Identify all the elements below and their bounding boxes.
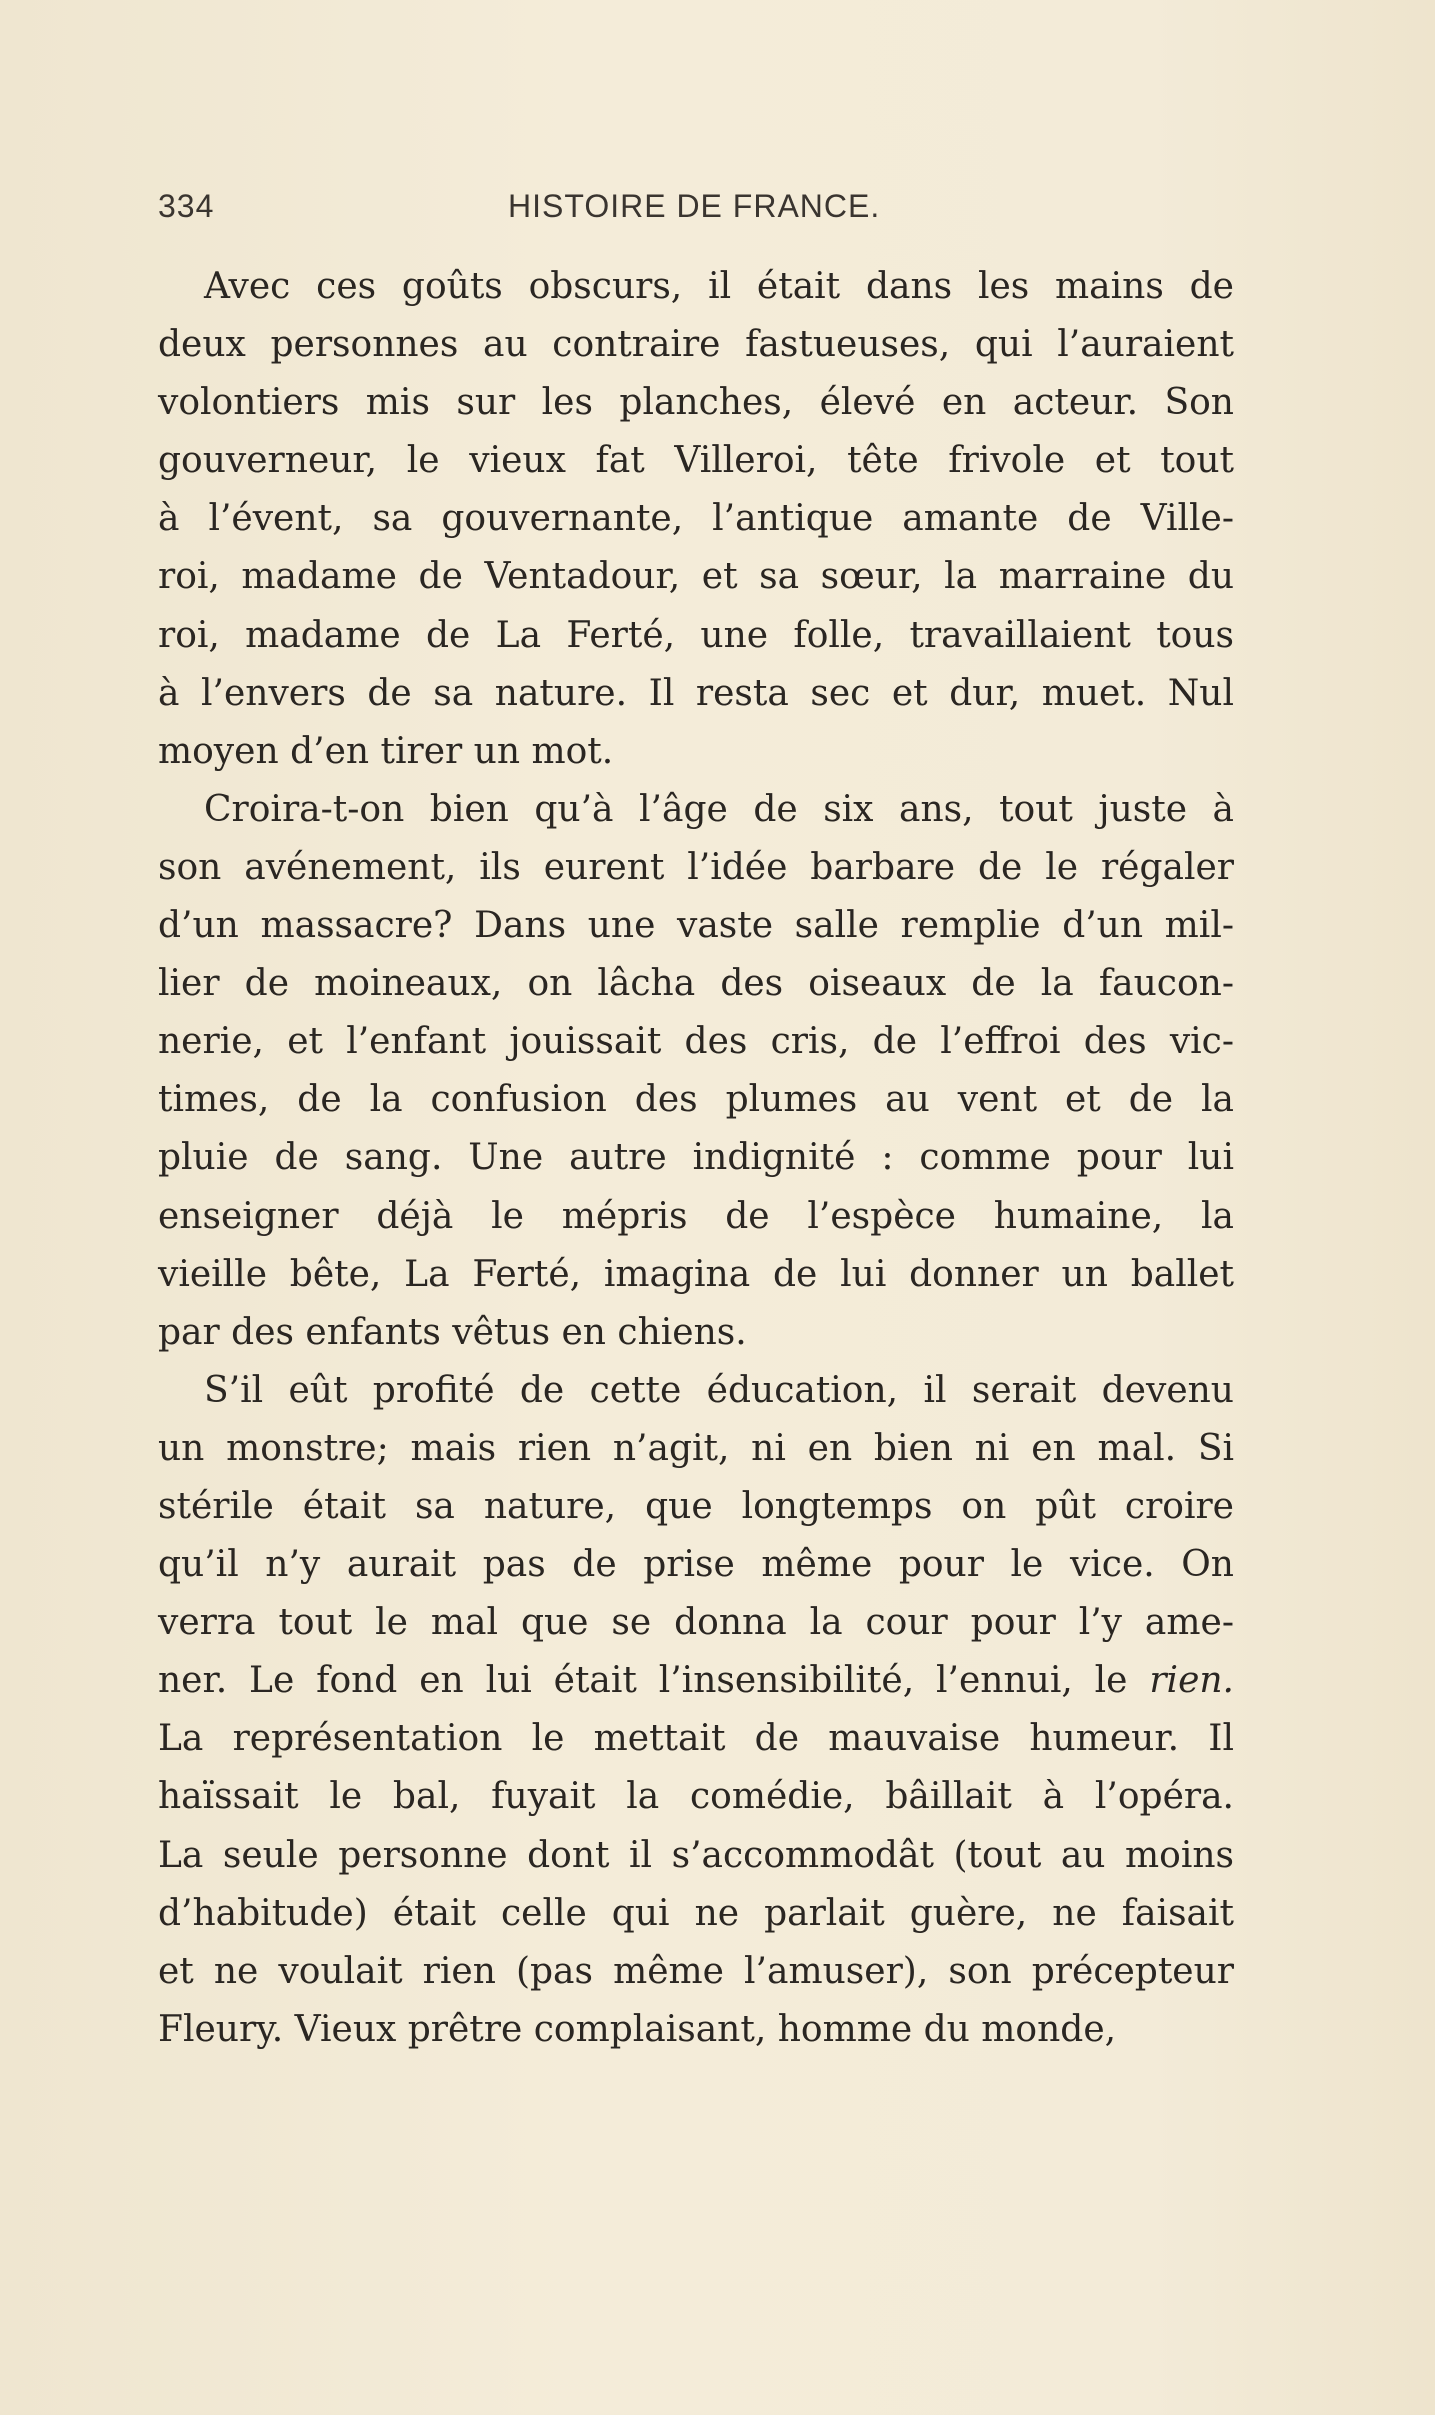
text-line: Croira-t-on bien qu’à l’âge de six ans, tout juste à xyxy=(204,788,1234,830)
text-line: lier de moineaux, on lâcha des oiseaux de la faucon- xyxy=(158,963,1234,1005)
text-line: Fleury. Vieux prêtre complaisant, homme du monde, xyxy=(158,2008,1117,2050)
text-line: et ne voulait rien (pas même l’amuser), son précepteur xyxy=(158,1950,1234,1992)
page-header xyxy=(158,188,1238,238)
text-line: d’habitude) était celle qui ne parlait guère, ne faisait xyxy=(158,1892,1234,1934)
running-title: HISTOIRE DE FRANCE. xyxy=(508,188,881,224)
text-line: par des enfants vêtus en chiens. xyxy=(158,1311,747,1353)
paragraph-2 xyxy=(158,781,1234,1362)
text-line: nerie, et l’enfant jouissait des cris, de l’effroi des vic- xyxy=(158,1021,1234,1063)
text-line: verra tout le mal que se donna la cour pour l’y ame- xyxy=(158,1602,1234,1644)
text-line: à l’envers de sa nature. Il resta sec et dur, muet. Nul xyxy=(158,672,1234,714)
text-line: qu’il n’y aurait pas de prise même pour le vice. On xyxy=(158,1544,1234,1586)
text-line: un monstre; mais rien n’agit, ni en bien ni en mal. Si xyxy=(158,1427,1234,1469)
text-line: deux personnes au contraire fastueuses, qui l’auraient xyxy=(158,324,1234,366)
text-line: enseigner déjà le mépris de l’espèce humaine, la xyxy=(158,1195,1234,1237)
text-line: pluie de sang. Une autre indignité : comme pour lui xyxy=(158,1137,1234,1179)
text-line: moyen d’en tirer un mot. xyxy=(158,730,614,772)
text-line-with-italic xyxy=(158,1652,1234,1710)
text-line: volontiers mis sur les planches, élevé en acteur. Son xyxy=(158,382,1234,424)
body-text xyxy=(158,258,1234,2059)
text-line: Avec ces goûts obscurs, il était dans les mains de xyxy=(204,266,1234,307)
text-line: gouverneur, le vieux fat Villeroi, tête frivole et tout xyxy=(158,440,1234,482)
text-line: La seule personne dont il s’accommodât (tout au moins xyxy=(158,1834,1234,1876)
text-fragment: ner. Le fond en lui était l’insensibilité, l’ennui, le xyxy=(158,1660,1128,1702)
text-line: times, de la confusion des plumes au vent et de la xyxy=(158,1079,1234,1121)
text-line: stérile était sa nature, que longtemps on pût croire xyxy=(158,1485,1234,1527)
text-line: La représentation le mettait de mauvaise humeur. Il xyxy=(158,1718,1234,1760)
text-line: S’il eût profité de cette éducation, il serait devenu xyxy=(204,1369,1234,1411)
text-line: à l’évent, sa gouvernante, l’antique amante de Ville- xyxy=(158,498,1234,540)
italic-word: rien. xyxy=(1149,1660,1234,1702)
text-line: haïssait le bal, fuyait la comédie, bâillait à l’opéra. xyxy=(158,1776,1234,1818)
text-line: vieille bête, La Ferté, imagina de lui donner un ballet xyxy=(158,1253,1234,1295)
text-line: roi, madame de La Ferté, une folle, travaillaient tous xyxy=(158,614,1234,656)
page-number: 334 xyxy=(158,188,215,224)
text-line: d’un massacre? Dans une vaste salle remplie d’un mil- xyxy=(158,905,1234,947)
paragraph-1 xyxy=(158,258,1234,781)
text-line: roi, madame de Ventadour, et sa sœur, la marraine du xyxy=(158,556,1234,598)
paragraph-3 xyxy=(158,1362,1234,2059)
text-line: son avénement, ils eurent l’idée barbare de le régaler xyxy=(158,846,1234,888)
